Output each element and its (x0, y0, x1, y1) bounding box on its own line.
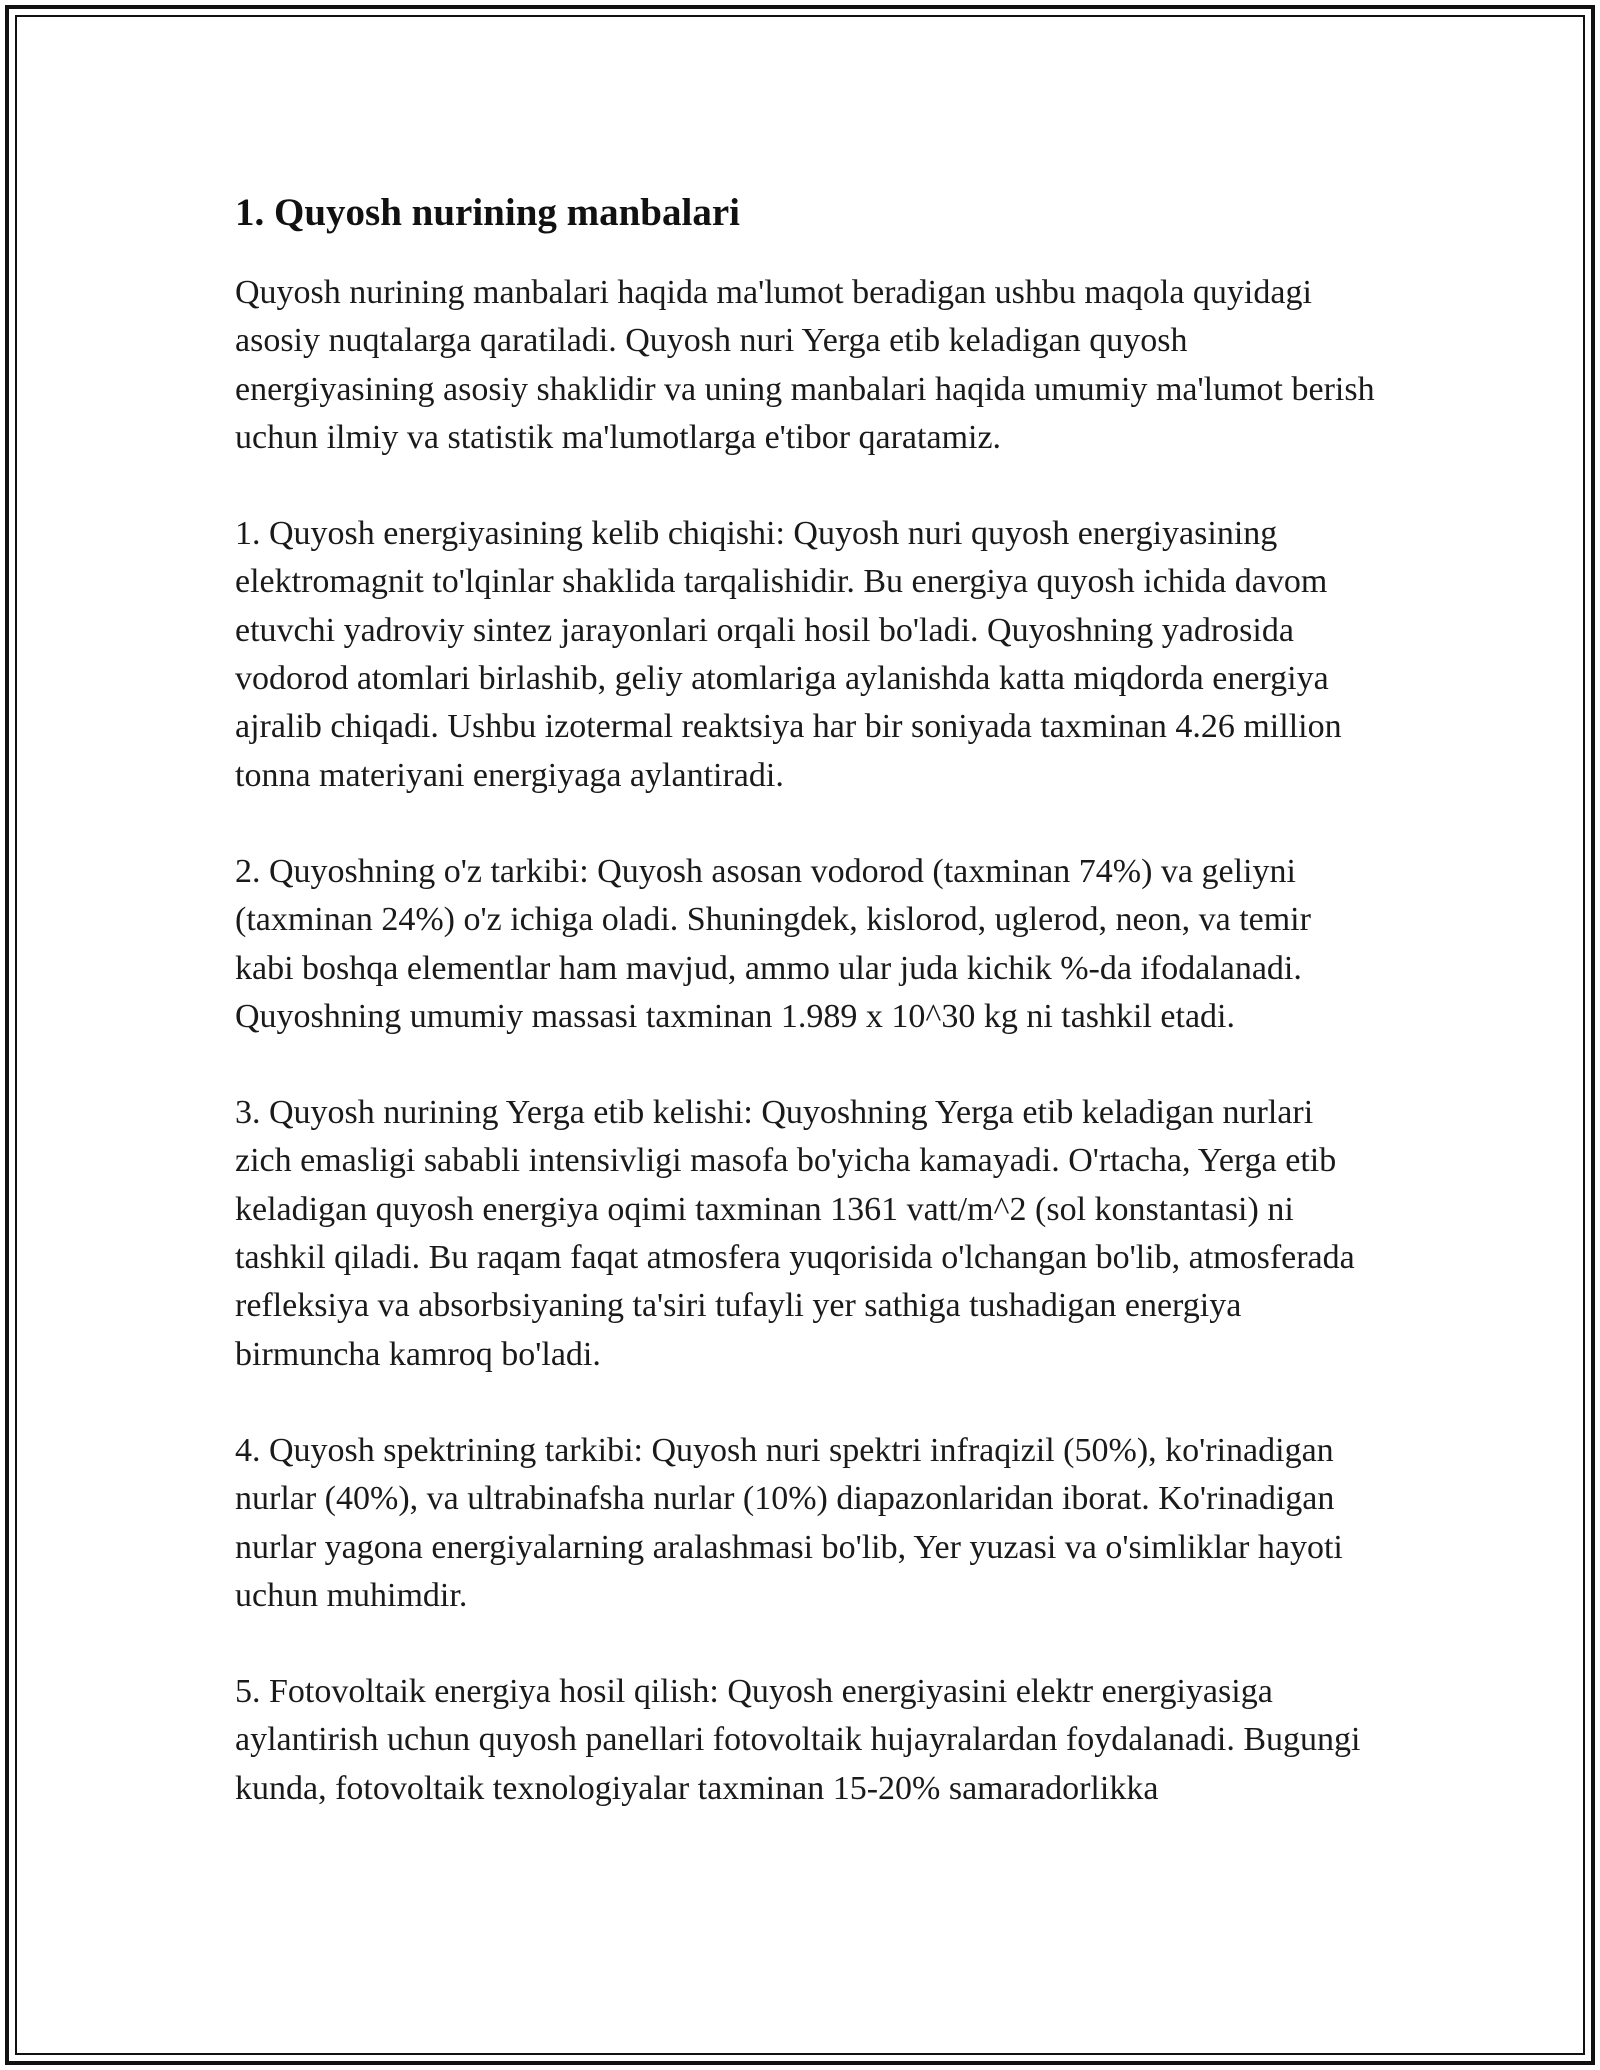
section-title: 1. Quyosh nurining manbalari (235, 191, 740, 234)
paragraph-energy-origin: 1. Quyosh energiyasining kelib chiqishi: Quyosh nuri quyosh energiyasining elektromagnit to'lqinlar shaklida tarqalishidir. Bu energiya quyosh ichida davom etuvchi yadroviy sintez jarayonlari orqali hosil bo'ladi. Quyoshning yadrosida vodorod atomlari birlashib, geliy atomlariga aylanishda katta miqdorda energiya ajralib chiqadi. Ushbu izotermal reaktsiya har bir soniyada taxminan 4.26 million tonna materiyani energiyaga aylantiradi. (235, 515, 1342, 794)
paragraph-sun-composition: 2. Quyoshning o'z tarkibi: Quyosh asosan vodorod (taxminan 74%) va geliyni (taxminan 24%) o'z ichiga oladi. Shuningdek, kislorod, uglerod, neon, va temir kabi boshqa elementlar ham mavjud, ammo ular juda kichik %-da ifodalanadi. Quyoshning umumiy massasi taxminan 1.989 x 10^30 kg ni tashkil etadi. (235, 852, 1311, 1035)
paragraph-sunlight-arrival: 3. Quyosh nurining Yerga etib kelishi: Quyoshning Yerga etib keladigan nurlari zich emasligi sababli intensivligi masofa bo'yicha kamayadi. O'rtacha, Yerga etib keladigan quyosh energiya oqimi taxminan 1361 vatt/m^2 (sol konstantasi) ni tashkil qiladi. Bu raqam faqat atmosfera yuqorisida o'lchangan bo'lib, atmosferada refleksiya va absorbsiyaning ta'siri tufayli yer sathiga tushadigan energiya birmuncha kamroq bo'ladi. (235, 1094, 1355, 1373)
document-body (235, 185, 1375, 1861)
paragraph-solar-spectrum: 4. Quyosh spektrining tarkibi: Quyosh nuri spektri infraqizil (50%), ko'rinadigan nurlar (40%), va ultrabinafsha nurlar (10%) diapazonlaridan iborat. Ko'rinadigan nurlar yagona energiyalarning aralashmasi bo'lib, Yer yuzasi va o'simliklar hayoti uchun muhimdir. (235, 1431, 1343, 1614)
paragraph-photovoltaic: 5. Fotovoltaik energiya hosil qilish: Quyosh energiyasini elektr energiyasiga aylantirish uchun quyosh panellari fotovoltaik hujayralardan foydalanadi. Bugungi kunda, fotovoltaik texnologiyalar taxminan 15-20% samaradorlikka (235, 1673, 1361, 1807)
intro-paragraph: Quyosh nurining manbalari haqida ma'lumot beradigan ushbu maqola quyidagi asosiy nuqtalarga qaratiladi. Quyosh nuri Yerga etib keladigan quyosh energiyasining asosiy shaklidir va uning manbalari haqida umumiy ma'lumot berish uchun ilmiy va statistik ma'lumotlarga e'tibor qaratamiz. (235, 274, 1375, 456)
